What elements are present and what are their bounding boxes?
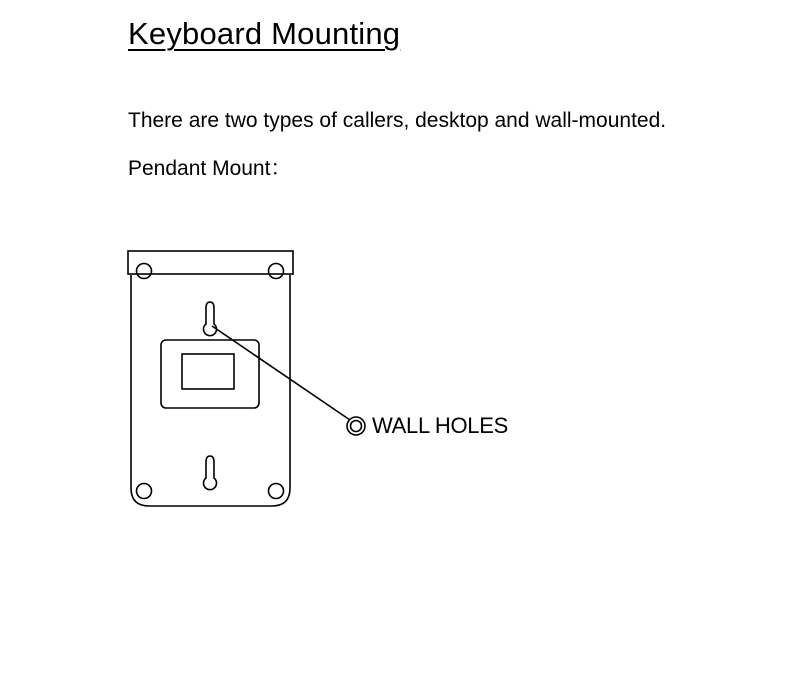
center-recess-outer <box>161 340 259 408</box>
pendant-mount-label: Pendant Mount： <box>128 157 292 180</box>
callout-leader-line <box>212 326 350 420</box>
callout-marker-inner <box>351 421 362 432</box>
mounting-plate-diagram <box>120 240 540 520</box>
center-recess-inner <box>182 354 234 389</box>
keyhole-slot-top <box>204 302 217 336</box>
intro-paragraph: There are two types of callers, desktop and wall-mounted. <box>128 109 667 132</box>
mounting-plate-body <box>131 275 290 506</box>
screw-hole-top-right <box>269 264 284 279</box>
keyhole-slot-bottom <box>204 456 217 490</box>
wall-holes-label: WALL HOLES <box>372 413 508 438</box>
screw-hole-top-left <box>137 264 152 279</box>
screw-hole-bottom-left <box>137 484 152 499</box>
page-title: Keyboard Mounting <box>128 16 401 51</box>
screw-hole-bottom-right <box>269 484 284 499</box>
